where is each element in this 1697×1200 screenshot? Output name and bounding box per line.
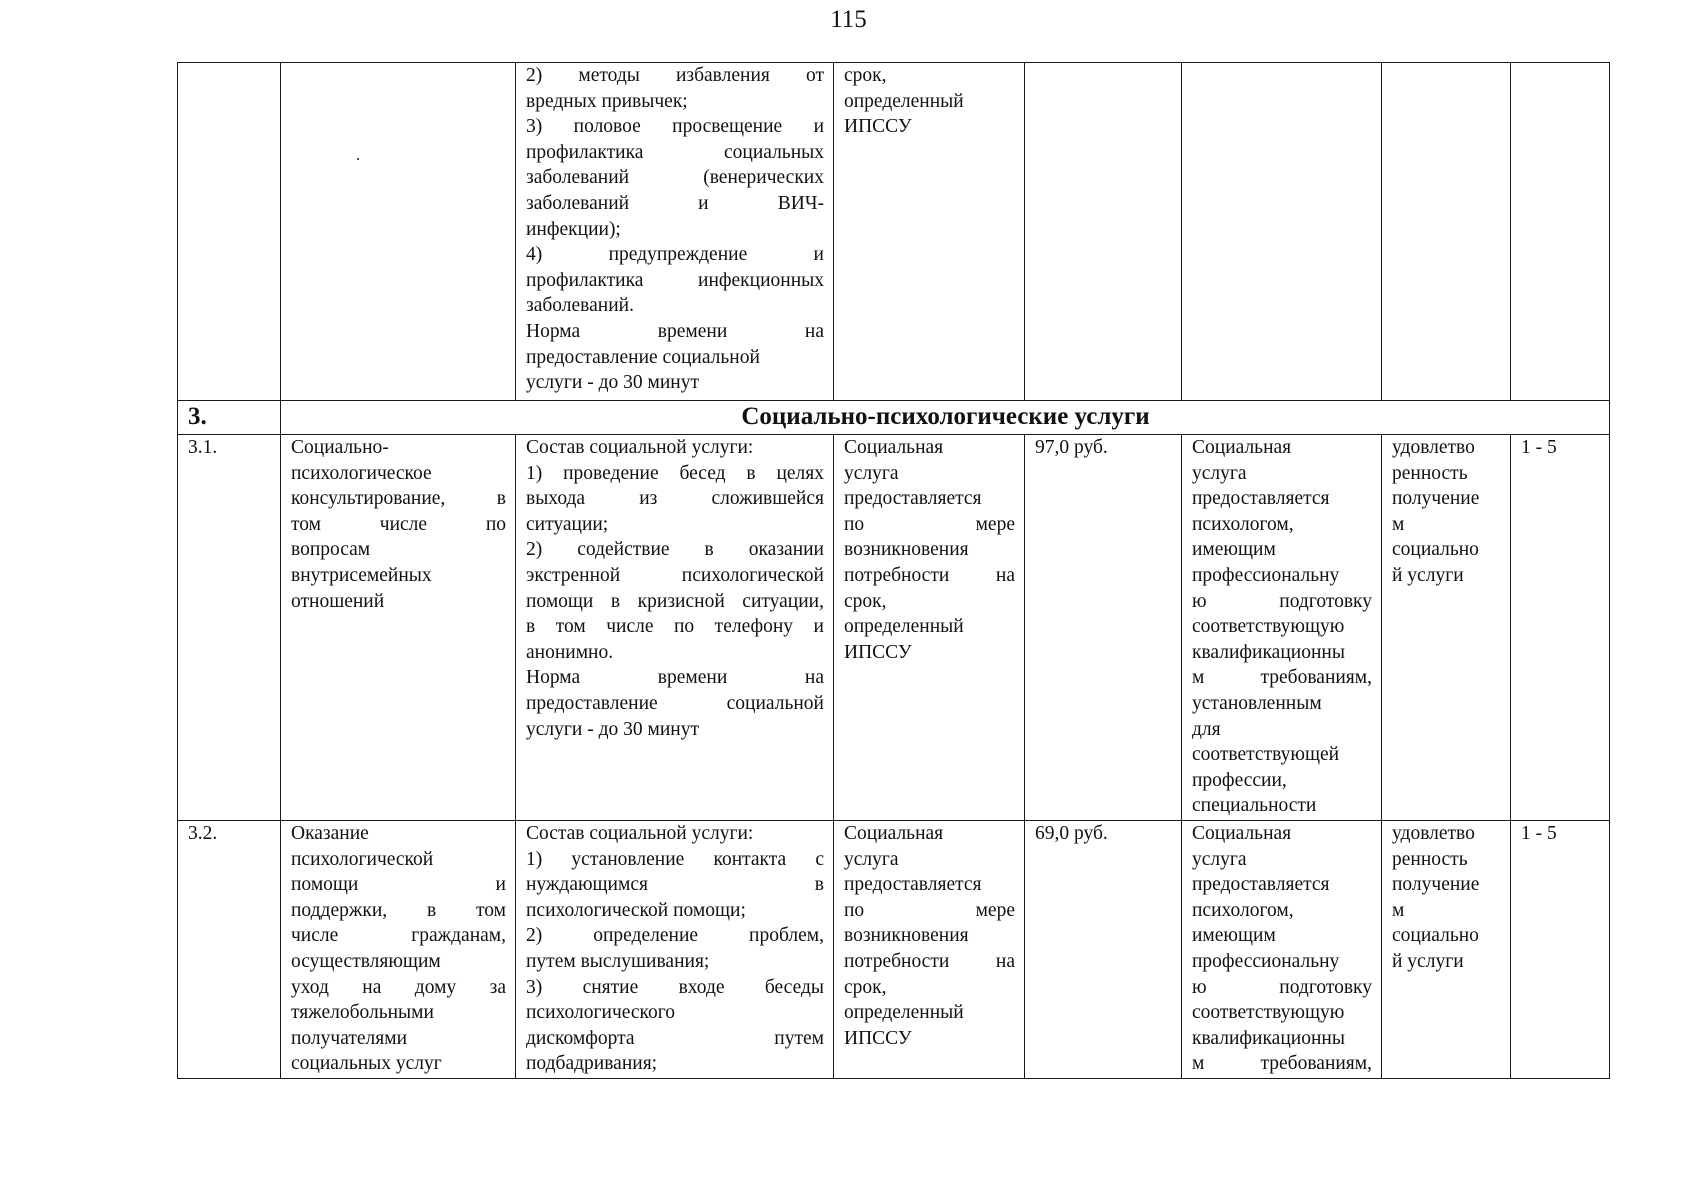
- cell-line: Состав социальной услуги:: [526, 437, 754, 458]
- cell-line: Социально-: [291, 437, 389, 458]
- cell-line: в том числе по телефону и: [526, 616, 824, 638]
- cell-line: й услуги: [1392, 564, 1464, 586]
- cell-line: 1) установление контакта с: [526, 848, 824, 870]
- service-conditions: [1182, 435, 1382, 821]
- cell-line: удовлетво: [1392, 437, 1475, 458]
- section-title: Социально-психологические услуги: [281, 401, 1610, 435]
- cell-line: потребности на: [844, 950, 1015, 972]
- page-number: 115: [830, 6, 867, 33]
- cell-line: профессиональну: [1192, 564, 1340, 586]
- cell-line: внутрисемейных: [291, 564, 432, 586]
- cell-line: получение: [1392, 488, 1480, 510]
- table-row: [178, 821, 1610, 1079]
- continued-row: [178, 63, 1610, 401]
- cell-line: 2) определение проблем,: [526, 925, 824, 947]
- cell-line: путем выслушивания;: [526, 950, 710, 972]
- cell-line: специальности: [1192, 795, 1317, 817]
- cell-line: психологической: [291, 848, 434, 870]
- cell-line: предоставляется: [1192, 488, 1330, 510]
- section-header-row: [178, 401, 1610, 435]
- cell-line: услуги - до 30 минут: [526, 372, 699, 394]
- cell-line: услуга: [844, 848, 899, 870]
- cell-line: по мере: [844, 513, 1015, 535]
- cell-line: анонимно.: [526, 641, 614, 663]
- cell-line: социальных услуг: [291, 1053, 442, 1075]
- cell-line: предоставление социальной: [526, 346, 760, 368]
- cell-line: экстренной психологической: [526, 564, 824, 586]
- cell-line: психологической помощи;: [526, 899, 746, 921]
- row-number: 3.1.: [178, 435, 281, 821]
- cell-line: соответствующей: [1192, 744, 1340, 766]
- service-price: 97,0 руб.: [1025, 435, 1182, 821]
- cell-line: определенный: [844, 90, 964, 112]
- cell-line: 3) снятие входе беседы: [526, 976, 824, 998]
- cell-line: инфекции);: [526, 218, 621, 240]
- cell-line: услуга: [1192, 462, 1247, 484]
- service-conditions: [1182, 821, 1382, 1079]
- cell-line: срок,: [844, 65, 887, 86]
- cell-line: профессиональну: [1192, 950, 1340, 972]
- cell-line: заболеваний.: [526, 295, 634, 317]
- cell-line: консультирование, в: [291, 488, 506, 510]
- cell-line: осуществляющим: [291, 950, 441, 972]
- service-evaluation: [1382, 435, 1511, 821]
- cell-evaluation: [1382, 63, 1511, 401]
- cell-line: социально: [1392, 925, 1479, 947]
- cell-line: м: [1392, 513, 1405, 535]
- cell-line: 2) методы избавления от: [526, 65, 824, 86]
- cell-line: нуждающимся в: [526, 874, 824, 896]
- cell-line: Оказание: [291, 823, 369, 844]
- cell-terms: [834, 63, 1025, 401]
- cell-line: предоставляется: [844, 488, 982, 510]
- cell-score: [1511, 63, 1610, 401]
- row-number: 3.2.: [178, 821, 281, 1079]
- cell-line: заболеваний (венерических: [526, 167, 824, 189]
- cell-line: срок,: [844, 976, 887, 998]
- cell-line: отношений: [291, 590, 385, 612]
- section-number: 3.: [178, 401, 281, 435]
- cell-composition: [516, 63, 834, 401]
- cell-line: услуга: [844, 462, 899, 484]
- cell-line: заболеваний и ВИЧ-: [526, 192, 824, 214]
- service-name: [281, 821, 516, 1079]
- cell-line: возникновения: [844, 539, 969, 561]
- cell-line: вредных привычек;: [526, 90, 688, 112]
- cell-line: получателями: [291, 1027, 408, 1049]
- cell-line: возникновения: [844, 925, 969, 947]
- cell-line: том числе по: [291, 513, 506, 535]
- cell-line: услуга: [1192, 848, 1247, 870]
- service-evaluation: [1382, 821, 1511, 1079]
- cell-line: профессии,: [1192, 769, 1287, 791]
- cell-line: предоставляется: [1192, 874, 1330, 896]
- cell-line: подбадривания;: [526, 1053, 658, 1075]
- cell-line: Социальная: [844, 823, 944, 844]
- cell-line: ю подготовку: [1192, 976, 1372, 998]
- cell-line: потребности на: [844, 564, 1015, 586]
- cell-line: по мере: [844, 899, 1015, 921]
- cell-num: [178, 63, 281, 401]
- cell-line: Социальная: [844, 437, 944, 458]
- service-score: 1 - 5: [1511, 821, 1610, 1079]
- cell-line: определенный: [844, 616, 964, 638]
- cell-line: имеющим: [1192, 539, 1276, 561]
- cell-line: Норма времени на: [526, 320, 824, 342]
- service-composition: [516, 821, 834, 1079]
- cell-line: социально: [1392, 539, 1479, 561]
- service-terms: [834, 435, 1025, 821]
- cell-line: получение: [1392, 874, 1480, 896]
- cell-line: ИПССУ: [844, 641, 912, 663]
- cell-line: ИПССУ: [844, 1027, 912, 1049]
- table-row: [178, 435, 1610, 821]
- cell-line: соответствующую: [1192, 616, 1345, 638]
- cell-line: помощи и: [291, 874, 506, 896]
- cell-line: помощи в кризисной ситуации,: [526, 590, 824, 612]
- cell-line: м: [1392, 899, 1405, 921]
- cell-line: й услуги: [1392, 950, 1464, 972]
- cell-line: м требованиям,: [1192, 1053, 1372, 1075]
- cell-line: ю подготовку: [1192, 590, 1372, 612]
- service-composition: [516, 435, 834, 821]
- cell-line: срок,: [844, 590, 887, 612]
- cell-line: 4) предупреждение и: [526, 244, 824, 266]
- cell-conditions: [1182, 63, 1382, 401]
- cell-line: Социальная: [1192, 437, 1292, 458]
- cell-line: Социальная: [1192, 823, 1292, 844]
- cell-line: ренность: [1392, 848, 1468, 870]
- cell-line: для: [1192, 718, 1221, 740]
- cell-line: 3) половое просвещение и: [526, 116, 824, 138]
- cell-line: числе гражданам,: [291, 925, 506, 947]
- cell-line: квалификационны: [1192, 1027, 1345, 1049]
- cell-line: м требованиям,: [1192, 667, 1372, 689]
- cell-line: предоставляется: [844, 874, 982, 896]
- cell-line: предоставление социальной: [526, 692, 824, 714]
- cell-line: ренность: [1392, 462, 1468, 484]
- cell-line: ИПССУ: [844, 116, 912, 138]
- cell-line: услуги - до 30 минут: [526, 718, 699, 740]
- service-price: 69,0 руб.: [1025, 821, 1182, 1079]
- cell-line: психологом,: [1192, 513, 1294, 535]
- service-terms: [834, 821, 1025, 1079]
- cell-line: квалификационны: [1192, 641, 1345, 663]
- services-table: [177, 62, 1610, 1079]
- cell-line: психологом,: [1192, 899, 1294, 921]
- cell-line: психологическое: [291, 462, 432, 484]
- cell-name: [281, 63, 516, 401]
- cell-line: 2) содействие в оказании: [526, 539, 824, 561]
- cell-line: имеющим: [1192, 925, 1276, 947]
- cell-line: профилактика инфекционных: [526, 269, 824, 291]
- cell-line: определенный: [844, 1002, 964, 1024]
- cell-line: поддержки, в том: [291, 899, 506, 921]
- cell-line: психологического: [526, 1002, 676, 1024]
- cell-line: профилактика социальных: [526, 141, 824, 163]
- cell-line: удовлетво: [1392, 823, 1475, 844]
- cell-line: установленным: [1192, 692, 1322, 714]
- cell-line: Норма времени на: [526, 667, 824, 689]
- cell-line: вопросам: [291, 539, 371, 561]
- cell-line: выхода из сложившейся: [526, 488, 824, 510]
- cell-line: 1) проведение бесед в целях: [526, 462, 824, 484]
- cell-line: дискомфорта путем: [526, 1027, 824, 1049]
- service-score: 1 - 5: [1511, 435, 1610, 821]
- cell-line: тяжелобольными: [291, 1002, 434, 1024]
- cell-line: Состав социальной услуги:: [526, 823, 754, 844]
- cell-line: уход на дому за: [291, 976, 506, 998]
- cell-line: ситуации;: [526, 513, 609, 535]
- cell-line: соответствующую: [1192, 1002, 1345, 1024]
- service-name: [281, 435, 516, 821]
- cell-price: [1025, 63, 1182, 401]
